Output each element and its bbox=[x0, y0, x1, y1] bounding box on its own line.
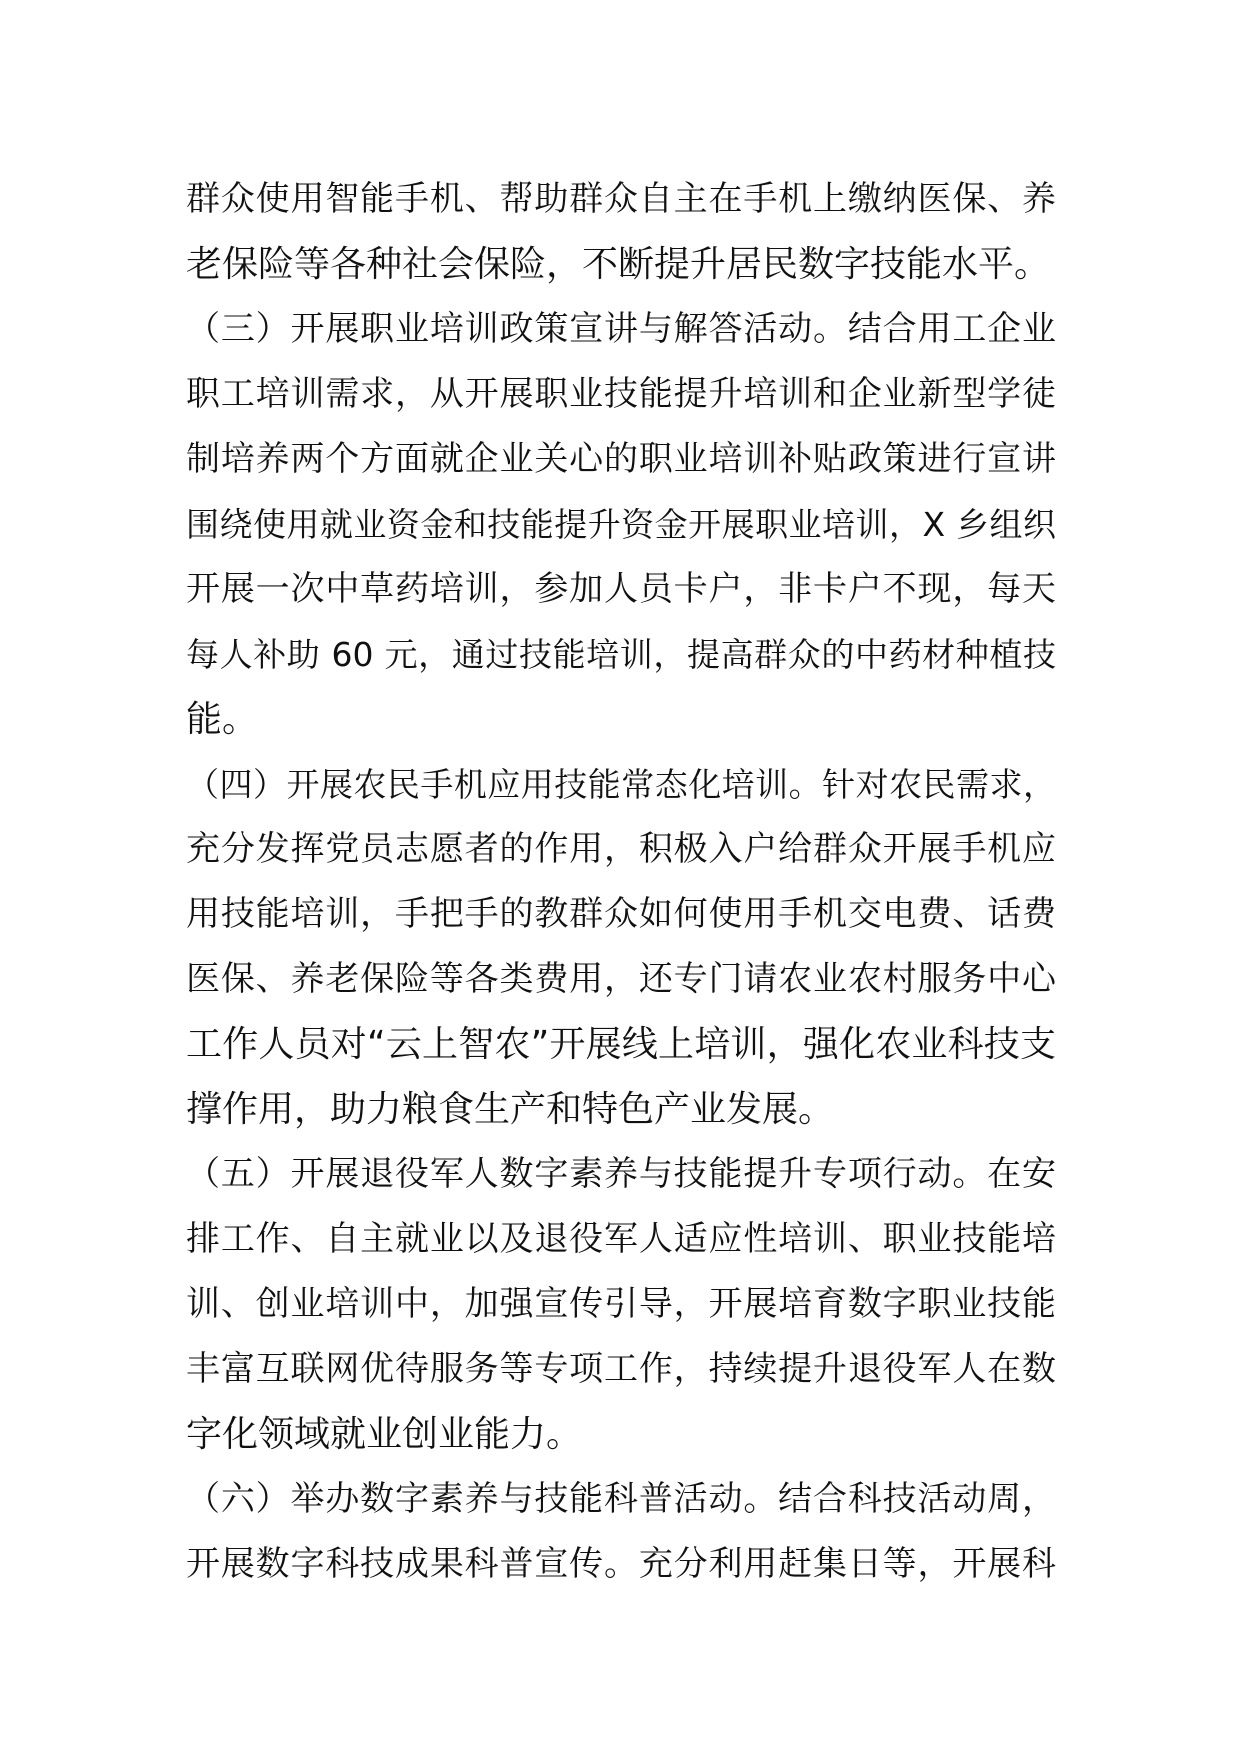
text-line: 群众使用智能手机、帮助群众自主在手机上缴纳医保、养 bbox=[186, 179, 1056, 219]
text-line: 每人补助 60 元，通过技能培训，提高群众的中药材种植技 bbox=[186, 635, 1056, 674]
text-line: 字化领域就业创业能力。 bbox=[186, 1414, 583, 1455]
text-line: 训、创业培训中，加强宣传引导，开展培育数字职业技能 bbox=[186, 1284, 1056, 1324]
text-line: 能。 bbox=[186, 699, 259, 740]
text-line: （六）举办数字素养与技能科普活动。结合科技活动周， bbox=[186, 1479, 1056, 1519]
text-line: 丰富互联网优待服务等专项工作，持续提升退役军人在数 bbox=[186, 1349, 1056, 1389]
text-line: （三）开展职业培训政策宣讲与解答活动。结合用工企业 bbox=[186, 309, 1056, 349]
text-line: 医保、养老保险等各类费用，还专门请农业农村服务中心 bbox=[186, 959, 1056, 999]
text-line: 老保险等各种社会保险，不断提升居民数字技能水平。 bbox=[186, 244, 1051, 285]
body-text bbox=[186, 167, 1056, 1597]
text-line: （四）开展农民手机应用技能常态化培训。针对农民需求， bbox=[186, 765, 1056, 804]
text-line: 排工作、自主就业以及退役军人适应性培训、职业技能培 bbox=[186, 1219, 1056, 1259]
text-line: 工作人员对“云上智农”开展线上培训，强化农业科技支 bbox=[186, 1024, 1056, 1065]
text-line: 开展数字科技成果科普宣传。充分利用赶集日等，开展科 bbox=[186, 1544, 1056, 1584]
text-line: 围绕使用就业资金和技能提升资金开展职业培训，X 乡组织 bbox=[186, 505, 1056, 544]
text-line: 开展一次中草药培训，参加人员卡户，非卡户不现，每天 bbox=[186, 569, 1056, 609]
text-line: （五）开展退役军人数字素养与技能提升专项行动。在安 bbox=[186, 1154, 1056, 1194]
text-line: 撑作用，助力粮食生产和特色产业发展。 bbox=[186, 1089, 835, 1130]
text-line: 充分发挥党员志愿者的作用，积极入户给群众开展手机应 bbox=[186, 829, 1056, 869]
text-line: 用技能培训，手把手的教群众如何使用手机交电费、话费 bbox=[186, 894, 1056, 934]
text-line: 制培养两个方面就企业关心的职业培训补贴政策进行宣讲 bbox=[186, 439, 1056, 479]
text-line: 职工培训需求，从开展职业技能提升培训和企业新型学徒 bbox=[186, 374, 1056, 414]
